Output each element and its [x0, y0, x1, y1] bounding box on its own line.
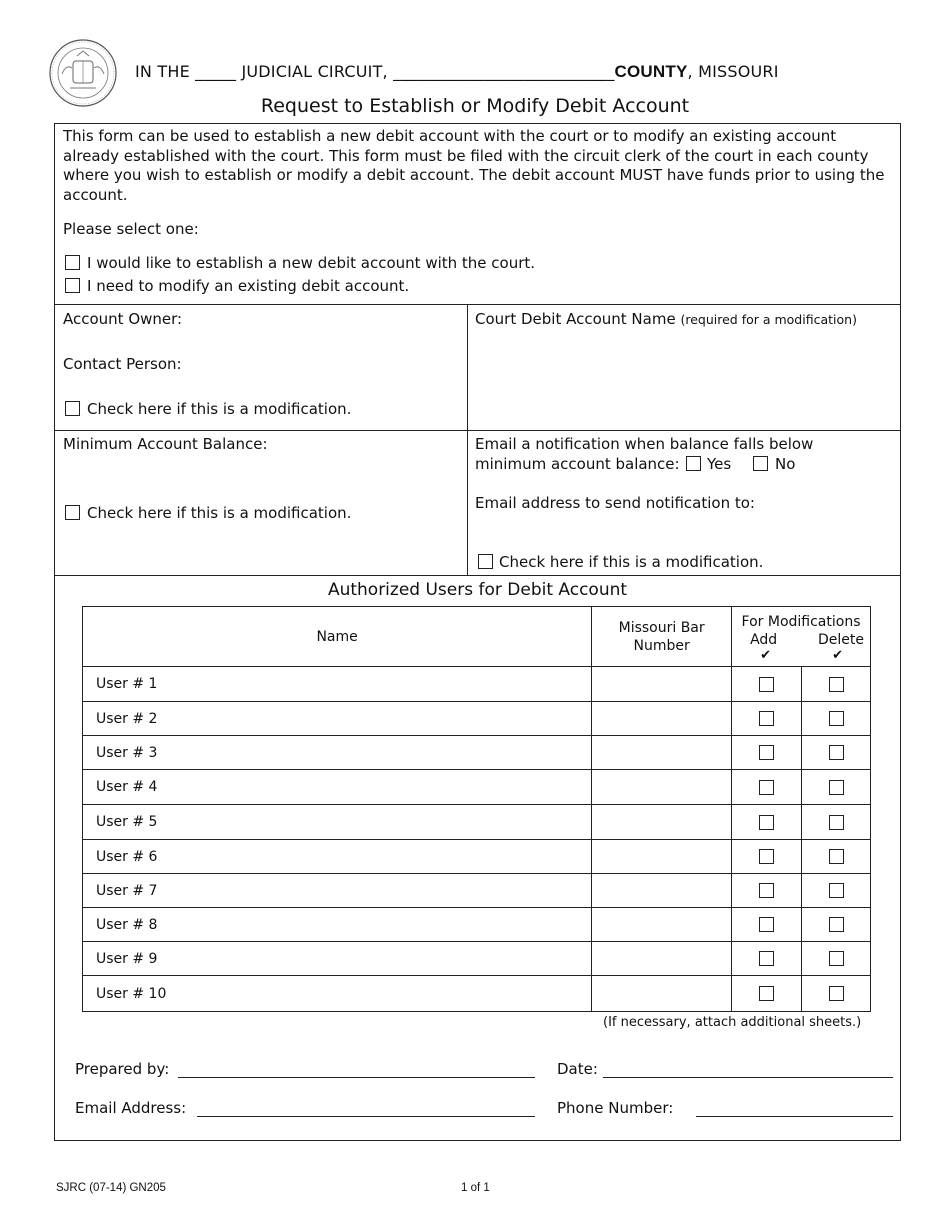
- table-row: [83, 736, 871, 770]
- user-name-cell[interactable]: [83, 667, 592, 702]
- delete-checkbox[interactable]: [829, 986, 844, 1001]
- user-label: User # 7: [96, 882, 158, 899]
- delete-checkbox[interactable]: [829, 711, 844, 726]
- bar-number-cell[interactable]: [592, 702, 732, 736]
- user-label: User # 2: [96, 710, 158, 727]
- divider: [467, 304, 468, 576]
- users-heading: Authorized Users for Debit Account: [327, 580, 628, 600]
- divider: [55, 430, 900, 431]
- add-cell: [732, 908, 802, 942]
- delete-checkbox[interactable]: [829, 883, 844, 898]
- add-checkbox[interactable]: [759, 677, 774, 692]
- notify-email-field[interactable]: Email address to send notification to:: [475, 494, 755, 512]
- court-account-name-field[interactable]: [475, 309, 857, 330]
- user-name-cell[interactable]: [83, 805, 592, 840]
- table-row: [83, 840, 871, 874]
- add-cell: [732, 702, 802, 736]
- add-cell: [732, 770, 802, 805]
- court-header: [135, 62, 779, 82]
- user-label: User # 8: [96, 916, 158, 933]
- form-id: SJRC (07-14) GN205: [56, 1182, 166, 1194]
- table-row: [83, 805, 871, 840]
- bar-number-cell[interactable]: [592, 908, 732, 942]
- table-row: [83, 667, 871, 702]
- notify-no-checkbox[interactable]: [753, 456, 768, 471]
- user-label: User # 5: [96, 814, 158, 830]
- phone-input[interactable]: [696, 1116, 893, 1117]
- prepared-by-label: Prepared by:: [75, 1060, 170, 1078]
- intro-text: This form can be used to establish a new debit account with the court or to modify an existing account already established with the court. This form must be filed with the circuit clerk of the court in each county where you wish to establish or modify a debit account. The debit account MUST have funds prior to using the account.: [63, 127, 885, 204]
- delete-cell: [802, 667, 871, 702]
- notify-no-label: No: [775, 455, 796, 473]
- user-name-cell[interactable]: [83, 976, 592, 1012]
- user-name-cell[interactable]: [83, 840, 592, 874]
- bar-number-cell[interactable]: [592, 874, 732, 908]
- add-checkbox[interactable]: [759, 849, 774, 864]
- table-row: [83, 976, 871, 1012]
- prepared-by-input[interactable]: [178, 1077, 535, 1078]
- date-input[interactable]: [603, 1077, 893, 1078]
- add-checkbox[interactable]: [759, 986, 774, 1001]
- modify-account-checkbox[interactable]: [65, 278, 80, 293]
- delete-checkbox[interactable]: [829, 917, 844, 932]
- check-mark-icon: ✔: [760, 647, 771, 663]
- user-name-cell[interactable]: [83, 874, 592, 908]
- delete-cell: [802, 874, 871, 908]
- delete-column-label: Delete: [818, 631, 864, 648]
- add-cell: [732, 942, 802, 976]
- bar-number-cell[interactable]: [592, 770, 732, 805]
- name-column-header: Name: [83, 607, 592, 667]
- notify-yes-checkbox[interactable]: [686, 456, 701, 471]
- add-column-label: Add: [750, 631, 778, 648]
- court-account-label: Court Debit Account Name: [475, 310, 676, 328]
- add-checkbox[interactable]: [759, 711, 774, 726]
- notify-yes-label: Yes: [707, 455, 732, 473]
- add-cell: [732, 805, 802, 840]
- table-row: [83, 874, 871, 908]
- contact-person-field[interactable]: Contact Person:: [63, 355, 182, 373]
- new-account-checkbox[interactable]: [65, 255, 80, 270]
- delete-cell: [802, 770, 871, 805]
- delete-cell: [802, 736, 871, 770]
- delete-checkbox[interactable]: [829, 780, 844, 795]
- option-modify-label: I need to modify an existing debit account.: [87, 277, 410, 295]
- court-account-note: (required for a modification): [680, 312, 857, 327]
- date-label: Date:: [557, 1060, 598, 1078]
- user-name-cell[interactable]: [83, 770, 592, 805]
- divider: [55, 575, 900, 576]
- bar-number-cell[interactable]: [592, 667, 732, 702]
- table-row: [83, 702, 871, 736]
- email-label: Email Address:: [75, 1099, 187, 1117]
- delete-checkbox[interactable]: [829, 745, 844, 760]
- bar-number-cell[interactable]: [592, 942, 732, 976]
- delete-cell: [802, 840, 871, 874]
- option-new-label: I would like to establish a new debit account with the court.: [87, 254, 536, 272]
- minimum-balance-field[interactable]: Minimum Account Balance:: [63, 435, 268, 453]
- user-label: User # 3: [96, 744, 158, 761]
- account-owner-field[interactable]: Account Owner:: [63, 310, 183, 328]
- add-cell: [732, 840, 802, 874]
- owner-modification-checkbox[interactable]: [65, 401, 80, 416]
- add-cell: [732, 976, 802, 1012]
- add-checkbox[interactable]: [759, 951, 774, 966]
- email-input[interactable]: [197, 1116, 535, 1117]
- user-name-cell[interactable]: [83, 942, 592, 976]
- add-checkbox[interactable]: [759, 815, 774, 830]
- delete-checkbox[interactable]: [829, 951, 844, 966]
- user-name-cell[interactable]: [83, 736, 592, 770]
- bar-number-cell[interactable]: [592, 840, 732, 874]
- table-row: [83, 770, 871, 805]
- user-label: User # 6: [96, 848, 158, 865]
- balance-modification-label: Check here if this is a modification.: [87, 504, 352, 522]
- delete-cell: [802, 702, 871, 736]
- delete-cell: [802, 908, 871, 942]
- add-checkbox[interactable]: [759, 917, 774, 932]
- phone-label: Phone Number:: [557, 1099, 674, 1117]
- add-checkbox[interactable]: [759, 745, 774, 760]
- header-county: COUNTY: [614, 62, 688, 81]
- user-label: User # 10: [96, 985, 167, 1002]
- add-cell: [732, 736, 802, 770]
- delete-cell: [802, 976, 871, 1012]
- bar-number-cell[interactable]: [592, 805, 732, 840]
- bar-number-column-header: Missouri Bar Number: [592, 607, 732, 667]
- table-row: [83, 908, 871, 942]
- bar-number-cell[interactable]: [592, 976, 732, 1012]
- bar-number-cell[interactable]: [592, 736, 732, 770]
- balance-modification-checkbox[interactable]: [65, 505, 80, 520]
- select-prompt: Please select one:: [63, 220, 199, 238]
- divider: [55, 304, 900, 305]
- user-name-cell[interactable]: [83, 908, 592, 942]
- table-row: [83, 942, 871, 976]
- notify-line1: Email a notification when balance falls below: [475, 435, 814, 453]
- modifications-column-header: For Modifications Add Delete ✔ ✔: [732, 607, 871, 667]
- add-cell: [732, 874, 802, 908]
- header-state: , MISSOURI: [687, 62, 779, 81]
- delete-checkbox[interactable]: [829, 815, 844, 830]
- delete-cell: [802, 805, 871, 840]
- form-title: Request to Establish or Modify Debit Account: [260, 95, 690, 117]
- page-number: 1 of 1: [461, 1182, 490, 1194]
- notify-modification-label: Check here if this is a modification.: [499, 553, 764, 571]
- user-label: User # 9: [96, 950, 158, 967]
- user-label: User # 1: [96, 676, 158, 692]
- user-name-cell[interactable]: [83, 702, 592, 736]
- notify-line2: minimum account balance:: [475, 455, 680, 473]
- header-prefix: IN THE _____ JUDICIAL CIRCUIT, ___________________________: [135, 62, 615, 81]
- owner-modification-label: Check here if this is a modification.: [87, 400, 352, 418]
- user-label: User # 4: [96, 779, 158, 795]
- delete-cell: [802, 942, 871, 976]
- add-checkbox[interactable]: [759, 883, 774, 898]
- authorized-users-table: [82, 606, 871, 1012]
- add-checkbox[interactable]: [759, 780, 774, 795]
- delete-checkbox[interactable]: [829, 849, 844, 864]
- check-mark-icon: ✔: [832, 647, 843, 663]
- add-cell: [732, 667, 802, 702]
- notify-modification-checkbox[interactable]: [478, 554, 493, 569]
- delete-checkbox[interactable]: [829, 677, 844, 692]
- attach-note: (If necessary, attach additional sheets.): [603, 1015, 862, 1030]
